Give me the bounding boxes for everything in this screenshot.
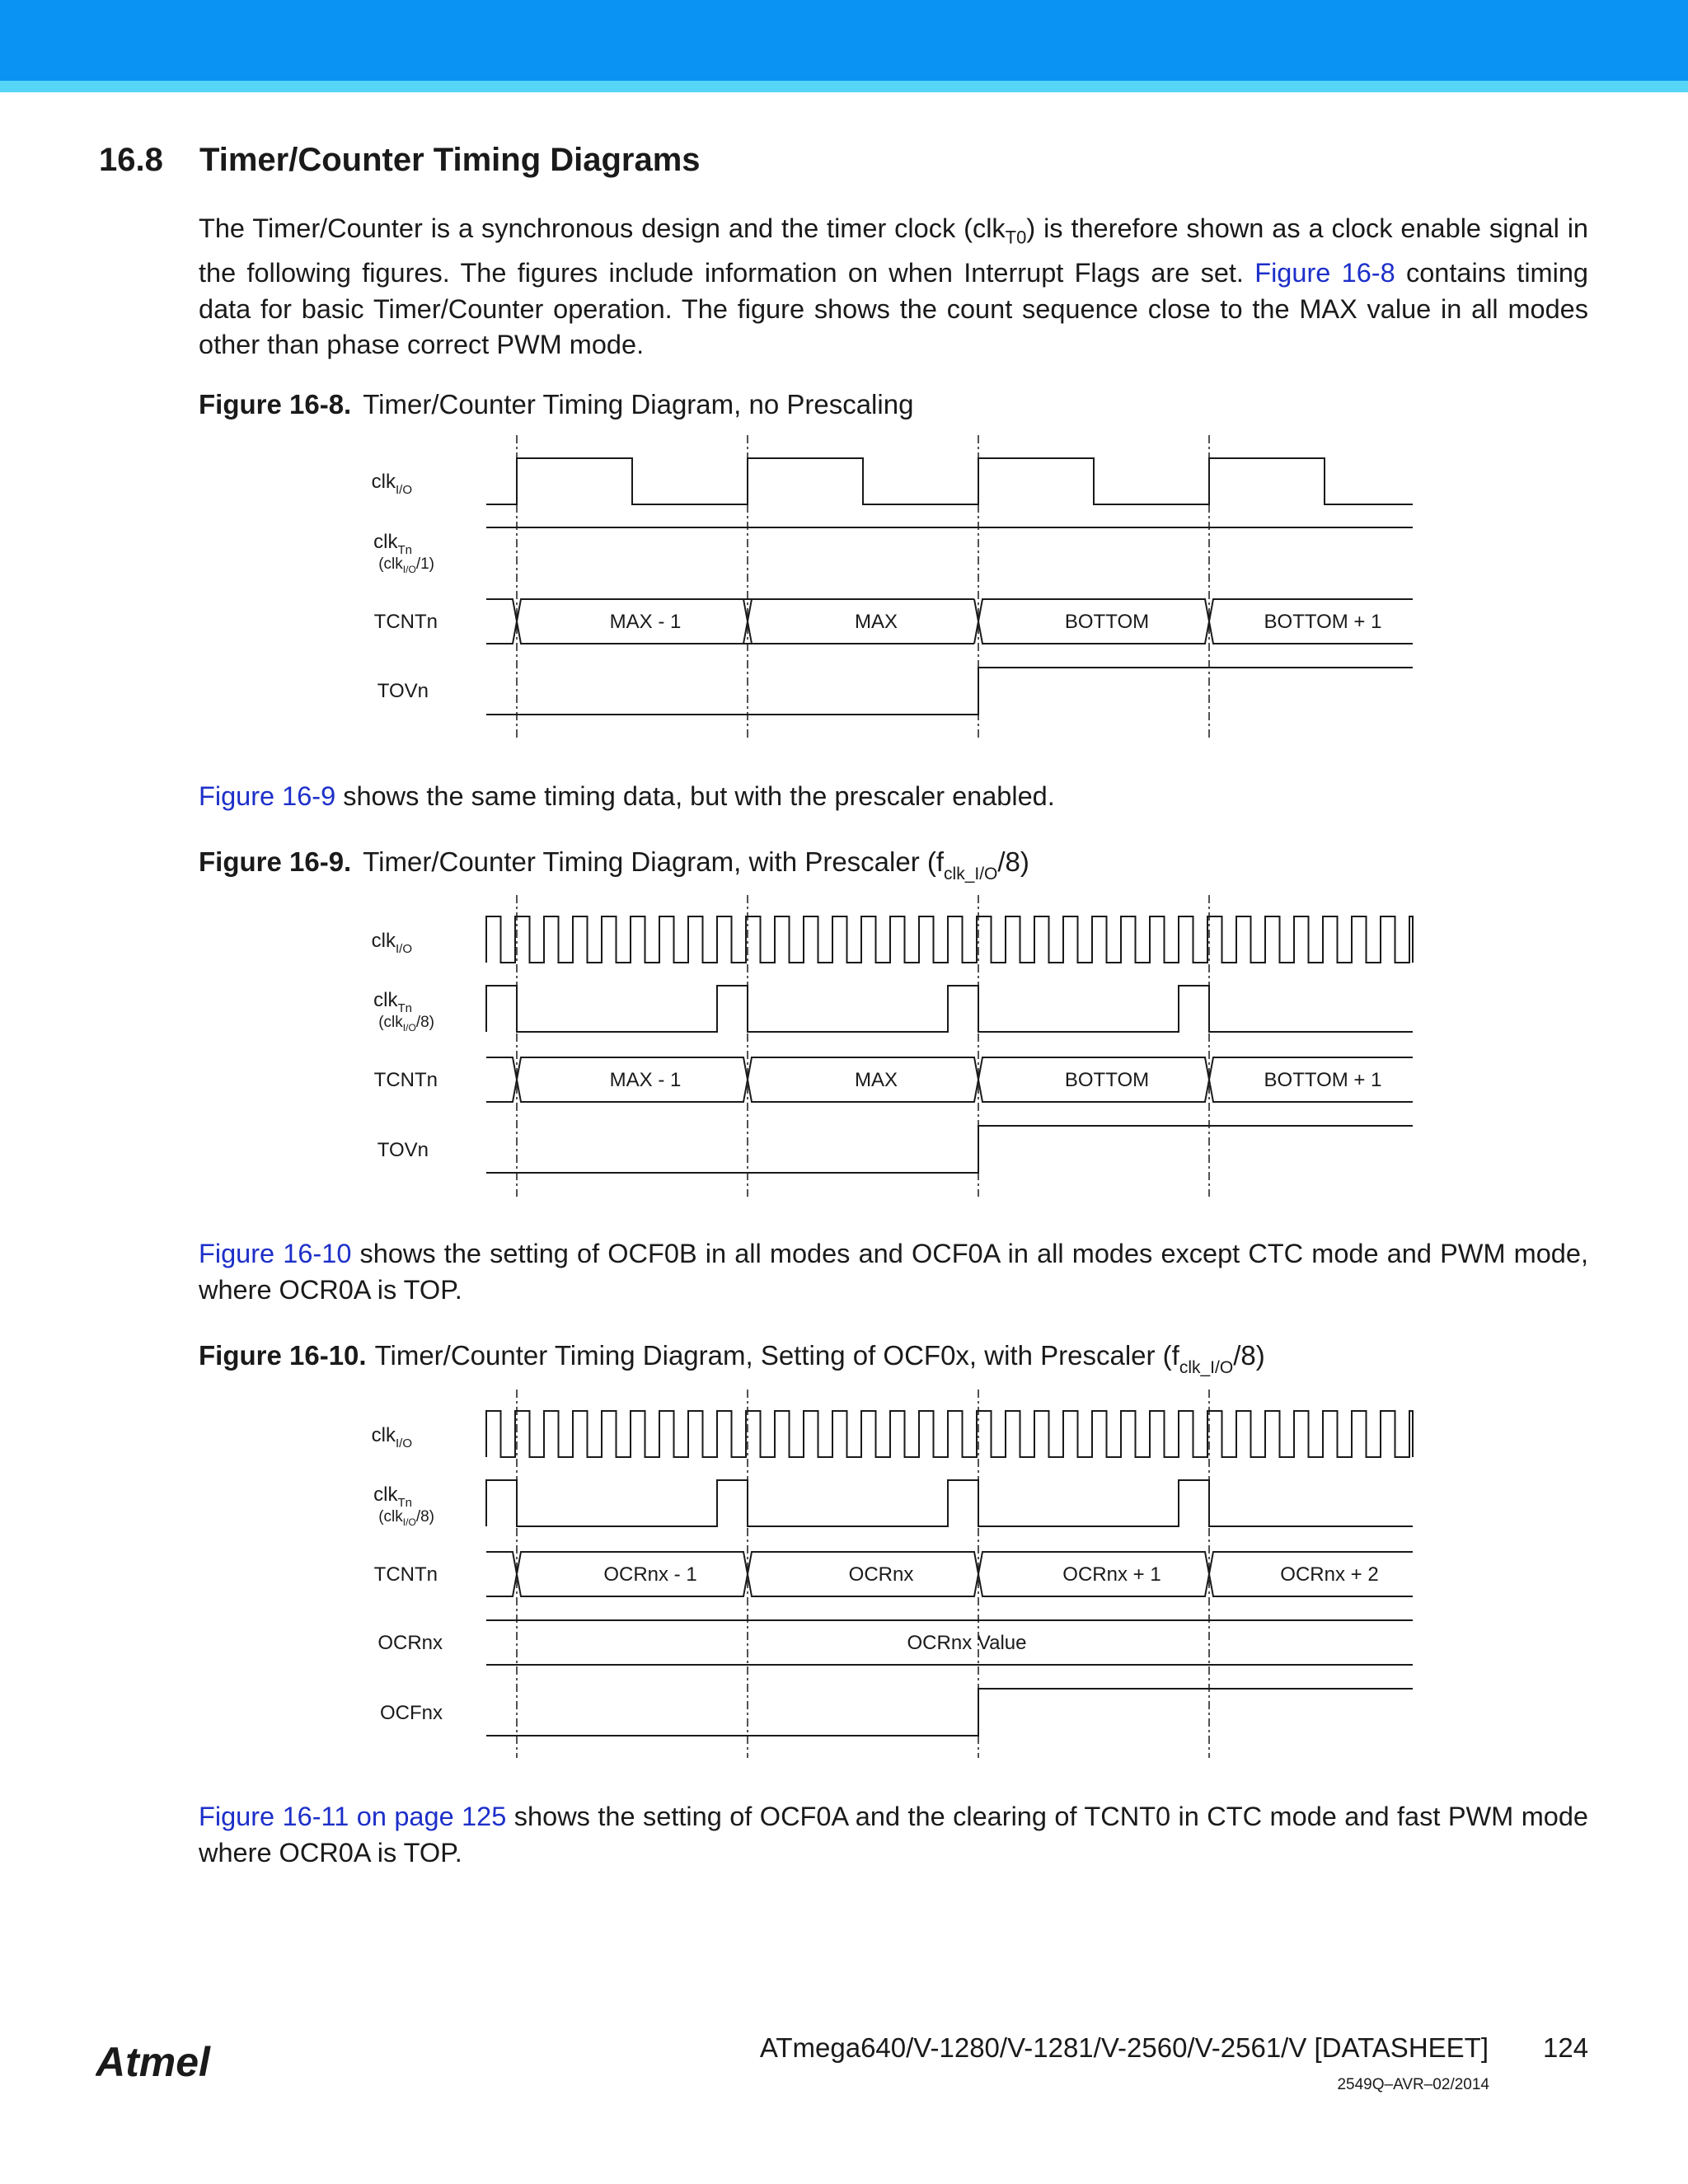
ocfnx-label: OCFnx <box>379 1702 443 1724</box>
header-stripe <box>0 81 1688 92</box>
clk-tn-label: clk$_{Tn}$ <box>373 989 412 1015</box>
tcnt-value: OCRnx + 2 <box>1280 1563 1379 1586</box>
tovn-waveform <box>486 1126 1413 1173</box>
link-figure-16-9[interactable]: Figure 16-9 <box>199 781 336 811</box>
tcnt-value: BOTTOM <box>1064 611 1150 633</box>
clk-tn-label: clk$_{Tn}$ <box>373 1483 412 1510</box>
paragraph-figure-16-9-intro <box>199 779 1588 815</box>
atmel-logo <box>96 2036 244 2086</box>
figure-16-10-diagram <box>0 1385 1688 1764</box>
tcnt-value: BOTTOM + 1 <box>1264 1069 1382 1091</box>
figure-title: Timer/Counter Timing Diagram, Setting of OCF0x, with Prescaler (f <box>374 1340 1179 1371</box>
figure-16-9-diagram <box>0 890 1688 1203</box>
figure-16-8-diagram <box>0 429 1688 742</box>
svg-text:Atmel: Atmel <box>96 2039 210 2085</box>
tcnt-value: OCRnx - 1 <box>603 1563 697 1586</box>
link-figure-16-8[interactable]: Figure 16-8 <box>1254 258 1395 288</box>
intro-text-2: ) is therefore shown as a clock enable signal in the following figures. The figures include information on when Interrupt Flags are set. <box>199 213 1588 288</box>
figure-label: Figure 16-8. <box>199 389 352 419</box>
section-heading <box>99 142 701 179</box>
tcnt-label: TCNTn <box>373 611 438 633</box>
ocr-label: OCRnx <box>377 1632 443 1654</box>
tcnt-label: TCNTn <box>373 1069 438 1091</box>
page-number: 124 <box>1543 2032 1589 2063</box>
tcnt-value: BOTTOM + 1 <box>1264 611 1382 633</box>
paragraph-text: shows the same timing data, but with the prescaler enabled. <box>335 781 1055 811</box>
figure-16-10-caption <box>199 1340 1265 1377</box>
link-figure-16-10[interactable]: Figure 16-10 <box>199 1239 352 1268</box>
clk-tn-note: (clk$_{I/O}$/8) <box>378 1014 434 1033</box>
tcnt-value: MAX <box>854 1069 898 1091</box>
figure-16-9-caption <box>199 846 1029 883</box>
clk-io-label: clk$_{I/O}$ <box>371 930 412 956</box>
ocr-value: OCRnx Value <box>907 1632 1027 1654</box>
clk-io-label: clk$_{I/O}$ <box>371 1424 412 1451</box>
clk-tn-label: clk$_{Tn}$ <box>373 531 412 557</box>
figure-title-end: /8) <box>1233 1340 1265 1371</box>
section-number: 16.8 <box>99 142 163 178</box>
tcnt-value: BOTTOM <box>1064 1069 1150 1091</box>
clk-io-waveform <box>486 458 1413 504</box>
section-title: Timer/Counter Timing Diagrams <box>199 142 701 178</box>
paragraph-text: shows the setting of OCF0A and the clearing of TCNT0 in CTC mode and fast PWM mode where OCR0A is TOP. <box>199 1802 1588 1868</box>
intro-sub: T0 <box>1005 227 1027 248</box>
tcnt-value: MAX - 1 <box>609 1069 682 1091</box>
paragraph-figure-16-11-ref <box>199 1799 1588 1871</box>
figure-title-end: /8) <box>997 846 1029 877</box>
tcnt-value: OCRnx + 1 <box>1062 1563 1161 1586</box>
figure-title: Timer/Counter Timing Diagram, no Prescaling <box>363 389 914 419</box>
figure-title-sub: clk_I/O <box>1179 1358 1234 1377</box>
figure-title-sub: clk_I/O <box>944 865 998 883</box>
tovn-label: TOVn <box>377 680 429 702</box>
document-id: 2549Q–AVR–02/2014 <box>1337 2076 1489 2093</box>
tcnt-label: TCNTn <box>373 1563 438 1586</box>
clk-io-waveform <box>486 1411 1413 1457</box>
figure-title: Timer/Counter Timing Diagram, with Prescaler (f <box>363 846 945 877</box>
ocfnx-waveform <box>486 1689 1413 1736</box>
clk-io-waveform <box>486 916 1413 963</box>
intro-paragraph <box>199 211 1588 363</box>
figure-16-8-caption <box>199 389 913 420</box>
figure-label: Figure 16-10. <box>199 1340 367 1371</box>
tcnt-value: MAX - 1 <box>609 611 682 633</box>
footer-title: ATmega640/V-1280/V-1281/V-2560/V-2561/V [DATASHEET] <box>759 2032 1489 2063</box>
clk-tn-waveform <box>486 1480 1413 1526</box>
link-figure-16-11[interactable]: Figure 16-11 on page 125 <box>199 1802 507 1831</box>
tcnt-value: MAX <box>854 611 898 633</box>
clk-io-label: clk$_{I/O}$ <box>371 471 412 497</box>
paragraph-text: shows the setting of OCF0B in all modes and OCF0A in all modes except CTC mode and PWM mode, where OCR0A is TOP. <box>199 1239 1588 1305</box>
tovn-label: TOVn <box>377 1139 429 1161</box>
intro-text-3: contains timing data for basic Timer/Counter operation. The figure shows the count sequence close to the MAX value in all modes other than phase correct PWM mode. <box>199 258 1588 359</box>
tcnt-value: OCRnx <box>848 1563 914 1586</box>
clk-tn-note: (clk$_{I/O}$/1) <box>378 555 434 575</box>
header-band <box>0 0 1688 81</box>
figure-label: Figure 16-9. <box>199 846 352 877</box>
paragraph-figure-16-10-intro <box>199 1236 1588 1308</box>
clk-tn-note: (clk$_{I/O}$/8) <box>378 1508 434 1528</box>
clk-tn-waveform <box>486 986 1413 1032</box>
tovn-waveform <box>486 668 1413 715</box>
intro-text-1: The Timer/Counter is a synchronous design and the timer clock (clk <box>199 213 1006 243</box>
